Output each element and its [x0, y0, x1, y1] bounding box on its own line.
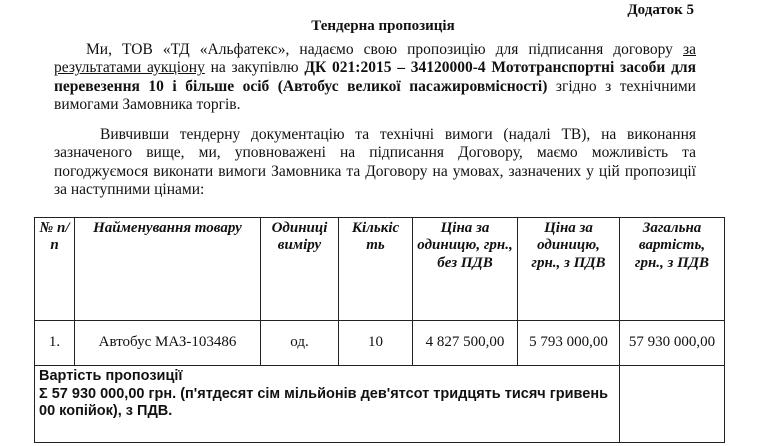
row-quantity: 10: [339, 321, 413, 366]
row-number: 1.: [35, 321, 75, 366]
offer-intro-text: Ми, ТОВ «ТД «Альфатекс», надаємо свою пропозицію для підписання договору: [86, 41, 683, 58]
offer-paragraph: [54, 41, 696, 114]
terms-paragraph: Вивчивши тендерну документацію та технічні вимоги (надалі ТВ), на виконання зазначеного вище, ми, уповноважені на підписання Договору, маємо можливість та погоджуємося виконати вимоги Замовника та Договору на умовах, зазначених у цій пропозиції за наступними цінами:: [54, 126, 696, 198]
header-number: № п/п: [35, 218, 75, 321]
summary-row: [35, 366, 725, 443]
header-unit-price-no-vat: Ціна за одиницю, грн., без ПДВ: [413, 218, 518, 321]
row-unit-price-no-vat: 4 827 500,00: [413, 321, 518, 366]
annex-label: Додаток 5: [627, 2, 694, 18]
row-product-name: Автобус МАЗ-103486: [75, 321, 261, 366]
summary-label: Вартість пропозиції: [39, 368, 183, 384]
row-unit-price-vat: 5 793 000,00: [518, 321, 620, 366]
row-unit: од.: [261, 321, 339, 366]
header-product-name: Найменування товару: [75, 218, 261, 321]
price-table: [34, 217, 725, 443]
header-unit-price-vat: Ціна за одиницю, грн., з ПДВ: [518, 218, 620, 321]
summary-empty-cell: [620, 366, 725, 443]
offer-total-summary: [35, 366, 620, 443]
auction-reference: за результатами аукціону: [54, 41, 696, 77]
header-quantity: Кількіс ть: [339, 218, 413, 321]
row-total-vat: 57 930 000,00: [620, 321, 725, 366]
header-unit: Одиниці виміру: [261, 218, 339, 321]
table-header-row: [35, 218, 725, 321]
procurement-subject: ДК 021:2015 – 34120000-4 Мототранспортні засоби для перевезення 10 і більше осіб (Автобус великої пасажировмісності): [54, 59, 697, 95]
offer-mid-text: на закупівлю: [204, 59, 305, 77]
summary-amount: Σ 57 930 000,00 грн. (п'ятдесят сім мільйонів дев'ятсот тридцять тисяч гривень 00 копійок), з ПДВ.: [39, 385, 609, 420]
table-row: [35, 321, 725, 366]
offer-tail-text: згідно з технічними вимогами Замовника торгів.: [54, 77, 696, 113]
document-title: Тендерна пропозиція: [311, 18, 455, 34]
header-total-vat: Загальна вартість, грн., з ПДВ: [620, 218, 725, 321]
